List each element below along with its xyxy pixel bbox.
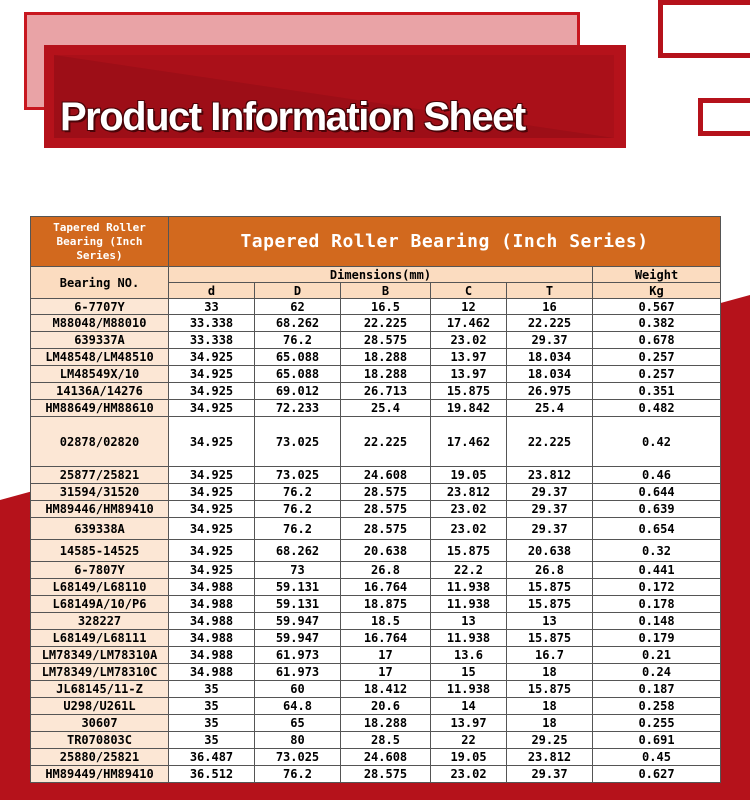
cell-kg: 0.148 [593,613,721,630]
cell-B: 28.5 [341,732,431,749]
bearing-model-cell: L68149A/10/P6 [31,596,169,613]
cell-T: 20.638 [507,540,593,562]
table-row [31,332,721,349]
cell-d: 34.988 [169,630,255,647]
cell-T: 29.37 [507,332,593,349]
cell-kg: 0.644 [593,484,721,501]
cell-T: 18.034 [507,366,593,383]
cell-d: 34.925 [169,349,255,366]
cell-B: 18.288 [341,715,431,732]
decorative-frame-top-right [658,0,750,58]
cell-d: 35 [169,732,255,749]
cell-kg: 0.627 [593,766,721,783]
bearing-model-cell: 25880/25821 [31,749,169,766]
bearing-model-cell: 31594/31520 [31,484,169,501]
table-row [31,613,721,630]
cell-kg: 0.187 [593,681,721,698]
cell-T: 18 [507,715,593,732]
cell-B: 28.575 [341,518,431,540]
cell-D: 65 [255,715,341,732]
table-row [31,664,721,681]
cell-D: 64.8 [255,698,341,715]
cell-D: 59.131 [255,596,341,613]
cell-kg: 0.179 [593,630,721,647]
cell-d: 34.925 [169,501,255,518]
weight-header: Weight [593,267,721,283]
cell-kg: 0.21 [593,647,721,664]
cell-C: 15.875 [431,540,507,562]
table-row [31,349,721,366]
cell-kg: 0.257 [593,349,721,366]
cell-D: 69.012 [255,383,341,400]
cell-D: 61.973 [255,664,341,681]
cell-B: 22.225 [341,315,431,332]
cell-kg: 0.382 [593,315,721,332]
cell-T: 13 [507,613,593,630]
bearing-model-cell: HM89446/HM89410 [31,501,169,518]
cell-kg: 0.567 [593,299,721,315]
cell-d: 34.925 [169,467,255,484]
bearing-model-cell: HM88649/HM88610 [31,400,169,417]
cell-d: 35 [169,715,255,732]
cell-C: 13.97 [431,715,507,732]
cell-kg: 0.639 [593,501,721,518]
cell-B: 16.764 [341,579,431,596]
cell-d: 34.925 [169,417,255,467]
cell-D: 76.2 [255,484,341,501]
cell-T: 18.034 [507,349,593,366]
cell-C: 22 [431,732,507,749]
table-row [31,732,721,749]
col-header-d: d [169,283,255,299]
cell-C: 11.938 [431,579,507,596]
col-header-kg: Kg [593,283,721,299]
cell-T: 25.4 [507,400,593,417]
cell-D: 76.2 [255,501,341,518]
cell-kg: 0.46 [593,467,721,484]
cell-C: 22.2 [431,562,507,579]
bearing-model-cell: M88048/M88010 [31,315,169,332]
cell-D: 59.131 [255,579,341,596]
cell-D: 59.947 [255,613,341,630]
table-row [31,400,721,417]
bearing-model-cell: 328227 [31,613,169,630]
cell-kg: 0.654 [593,518,721,540]
dimensions-header: Dimensions(mm) [169,267,593,283]
table-row [31,681,721,698]
cell-kg: 0.258 [593,698,721,715]
cell-D: 62 [255,299,341,315]
cell-B: 22.225 [341,417,431,467]
table-row [31,749,721,766]
cell-D: 73.025 [255,467,341,484]
cell-B: 16.764 [341,630,431,647]
cell-B: 28.575 [341,766,431,783]
cell-T: 23.812 [507,467,593,484]
table-row [31,562,721,579]
cell-C: 12 [431,299,507,315]
table-row [31,518,721,540]
cell-D: 68.262 [255,315,341,332]
cell-B: 20.638 [341,540,431,562]
cell-T: 15.875 [507,579,593,596]
bearing-model-cell: 639337A [31,332,169,349]
bearing-model-cell: TR070803C [31,732,169,749]
cell-C: 23.02 [431,766,507,783]
cell-T: 15.875 [507,681,593,698]
table-row [31,366,721,383]
decorative-frame-right [698,98,750,136]
cell-d: 36.487 [169,749,255,766]
cell-d: 34.925 [169,540,255,562]
cell-d: 34.988 [169,647,255,664]
bearing-model-cell: HM89449/HM89410 [31,766,169,783]
cell-d: 34.988 [169,579,255,596]
cell-B: 25.4 [341,400,431,417]
cell-T: 29.37 [507,501,593,518]
cell-B: 28.575 [341,332,431,349]
cell-B: 24.608 [341,467,431,484]
cell-T: 22.225 [507,417,593,467]
cell-C: 14 [431,698,507,715]
col-header-D: D [255,283,341,299]
cell-B: 28.575 [341,484,431,501]
table-row [31,501,721,518]
cell-T: 15.875 [507,630,593,647]
cell-C: 11.938 [431,596,507,613]
cell-kg: 0.42 [593,417,721,467]
cell-C: 23.02 [431,332,507,349]
table-row [31,715,721,732]
bearing-model-cell: 639338A [31,518,169,540]
table-row [31,540,721,562]
cell-kg: 0.255 [593,715,721,732]
bearing-model-cell: 25877/25821 [31,467,169,484]
bearing-model-cell: 02878/02820 [31,417,169,467]
table-row [31,417,721,467]
cell-B: 20.6 [341,698,431,715]
page-title: Product Information Sheet [60,95,525,139]
bearing-model-cell: LM48549X/10 [31,366,169,383]
cell-C: 23.02 [431,518,507,540]
cell-T: 22.225 [507,315,593,332]
bearing-model-cell: LM78349/LM78310A [31,647,169,664]
cell-d: 34.925 [169,383,255,400]
cell-B: 26.8 [341,562,431,579]
bearing-model-cell: LM78349/LM78310C [31,664,169,681]
cell-D: 60 [255,681,341,698]
cell-T: 29.25 [507,732,593,749]
cell-kg: 0.441 [593,562,721,579]
cell-D: 65.088 [255,366,341,383]
cell-T: 29.37 [507,518,593,540]
cell-B: 28.575 [341,501,431,518]
cell-D: 73.025 [255,749,341,766]
cell-T: 15.875 [507,596,593,613]
cell-D: 65.088 [255,349,341,366]
cell-C: 11.938 [431,630,507,647]
cell-d: 34.925 [169,484,255,501]
cell-B: 18.288 [341,366,431,383]
cell-kg: 0.172 [593,579,721,596]
cell-T: 26.8 [507,562,593,579]
cell-C: 17.462 [431,315,507,332]
table-row [31,630,721,647]
cell-d: 36.512 [169,766,255,783]
cell-D: 73 [255,562,341,579]
table-row [31,484,721,501]
cell-d: 34.925 [169,562,255,579]
cell-kg: 0.257 [593,366,721,383]
bearing-model-cell: L68149/L68111 [31,630,169,647]
col-header-C: C [431,283,507,299]
cell-B: 18.875 [341,596,431,613]
table-row [31,299,721,315]
cell-C: 19.05 [431,467,507,484]
cell-D: 73.025 [255,417,341,467]
cell-kg: 0.45 [593,749,721,766]
cell-B: 18.288 [341,349,431,366]
cell-C: 19.842 [431,400,507,417]
cell-d: 33.338 [169,315,255,332]
bearing-model-cell: 6-7707Y [31,299,169,315]
cell-C: 13.97 [431,349,507,366]
cell-d: 34.925 [169,518,255,540]
cell-T: 23.812 [507,749,593,766]
cell-T: 16 [507,299,593,315]
cell-C: 13 [431,613,507,630]
cell-kg: 0.678 [593,332,721,349]
table-row [31,596,721,613]
cell-T: 26.975 [507,383,593,400]
bearing-model-cell: U298/U261L [31,698,169,715]
corner-header: Tapered Roller Bearing (Inch Series) [31,217,169,267]
bearing-spec-table [30,216,721,783]
cell-C: 11.938 [431,681,507,698]
cell-D: 68.262 [255,540,341,562]
cell-C: 17.462 [431,417,507,467]
col-header-B: B [341,283,431,299]
cell-C: 13.97 [431,366,507,383]
bearing-model-cell: L68149/L68110 [31,579,169,596]
cell-D: 80 [255,732,341,749]
cell-kg: 0.178 [593,596,721,613]
cell-B: 16.5 [341,299,431,315]
cell-d: 34.988 [169,613,255,630]
cell-T: 16.7 [507,647,593,664]
cell-T: 29.37 [507,484,593,501]
bearing-model-cell: LM48548/LM48510 [31,349,169,366]
table-title: Tapered Roller Bearing (Inch Series) [169,217,721,267]
bearing-model-cell: 14136A/14276 [31,383,169,400]
cell-D: 76.2 [255,518,341,540]
cell-kg: 0.24 [593,664,721,681]
cell-d: 33.338 [169,332,255,349]
cell-d: 35 [169,698,255,715]
cell-kg: 0.691 [593,732,721,749]
cell-d: 33 [169,299,255,315]
table-row [31,698,721,715]
col-header-T: T [507,283,593,299]
cell-T: 18 [507,698,593,715]
cell-d: 34.925 [169,400,255,417]
cell-d: 34.925 [169,366,255,383]
cell-C: 19.05 [431,749,507,766]
table-row [31,383,721,400]
cell-C: 23.02 [431,501,507,518]
bearing-no-header: Bearing NO. [31,267,169,299]
cell-B: 26.713 [341,383,431,400]
cell-D: 59.947 [255,630,341,647]
cell-D: 72.233 [255,400,341,417]
table-row [31,766,721,783]
bearing-model-cell: 6-7807Y [31,562,169,579]
cell-d: 35 [169,681,255,698]
bearing-model-cell: 30607 [31,715,169,732]
table-row [31,467,721,484]
table-row [31,315,721,332]
cell-D: 76.2 [255,766,341,783]
bearing-model-cell: JL68145/11-Z [31,681,169,698]
cell-C: 15 [431,664,507,681]
cell-B: 17 [341,647,431,664]
bearing-model-cell: 14585-14525 [31,540,169,562]
cell-B: 24.608 [341,749,431,766]
cell-D: 76.2 [255,332,341,349]
cell-T: 29.37 [507,766,593,783]
cell-kg: 0.351 [593,383,721,400]
table-row [31,647,721,664]
cell-C: 23.812 [431,484,507,501]
cell-B: 18.5 [341,613,431,630]
cell-d: 34.988 [169,596,255,613]
cell-B: 18.412 [341,681,431,698]
cell-C: 13.6 [431,647,507,664]
cell-d: 34.988 [169,664,255,681]
cell-B: 17 [341,664,431,681]
table-body [31,299,721,783]
table-row [31,579,721,596]
cell-T: 18 [507,664,593,681]
cell-D: 61.973 [255,647,341,664]
cell-C: 15.875 [431,383,507,400]
cell-kg: 0.482 [593,400,721,417]
cell-kg: 0.32 [593,540,721,562]
